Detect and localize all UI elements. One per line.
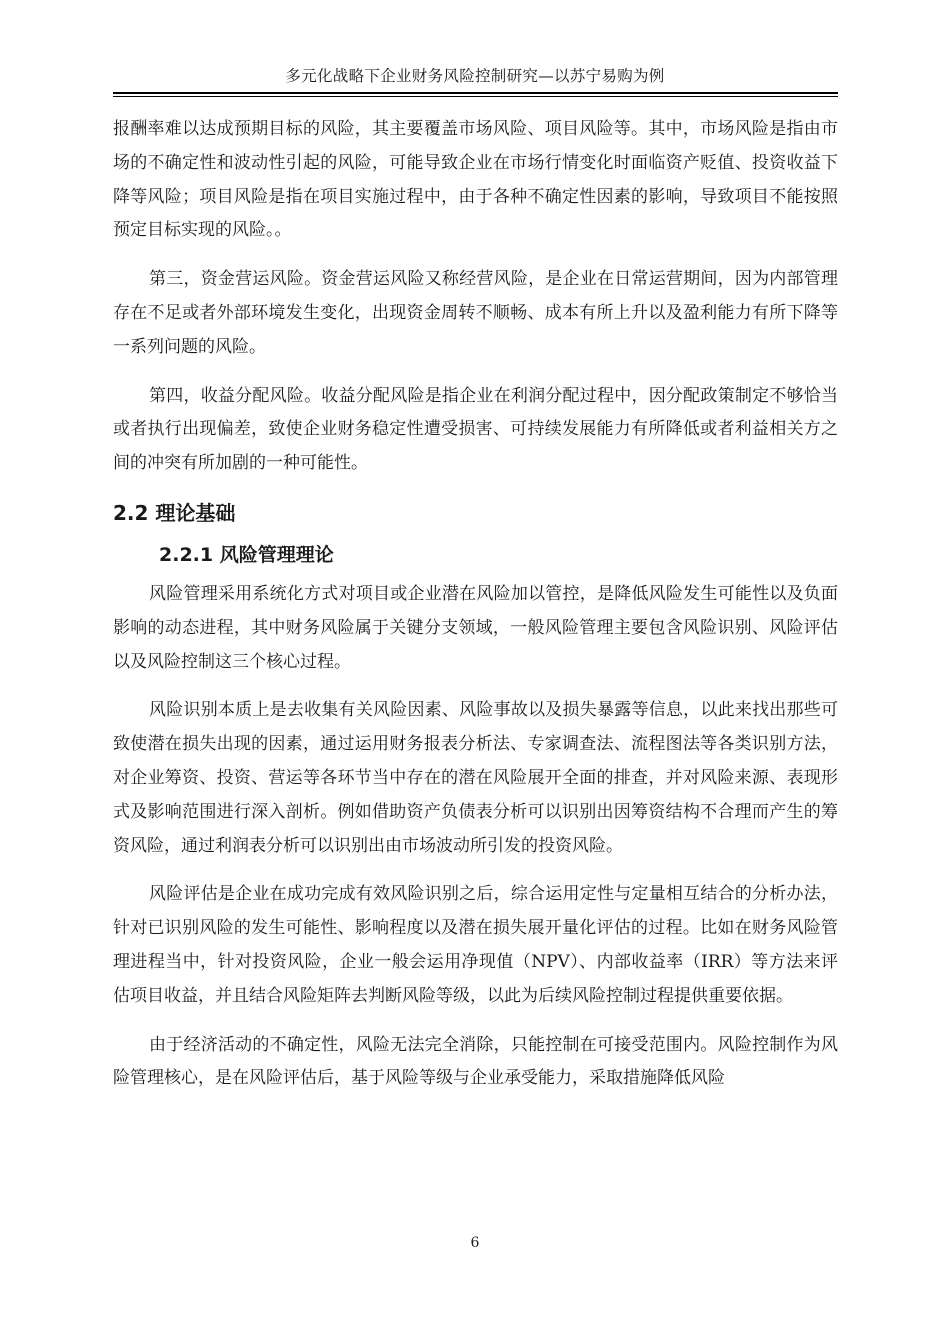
paragraph-income-distribution-risk: 第四，收益分配风险。收益分配风险是指企业在利润分配过程中，因分配政策制定不够恰当或者执行出现偏差，致使企业财务稳定性遭受损害、可持续发展能力有所降低或者利益相关方之间的冲突有所加剧的一种可能性。 [113,385,838,474]
page-number: 6 [470,1235,480,1251]
paragraph-risk-management-intro: 风险管理采用系统化方式对项目或企业潜在风险加以管控，是降低风险发生可能性以及负面影响的动态进程，其中财务风险属于关键分支领域，一般风险管理主要包含风险识别、风险评估以及风险控制这三个核心过程。 [113,583,838,672]
paragraph-risk-control: 由于经济活动的不确定性，风险无法完全消除，只能控制在可接受范围内。风险控制作为风险管理核心，是在风险评估后，基于风险等级与企业承受能力，采取措施降低风险 [113,1034,838,1089]
paragraph-risk-assessment: 风险评估是企业在成功完成有效风险识别之后，综合运用定性与定量相互结合的分析办法，针对已识别风险的发生可能性、影响程度以及潜在损失展开量化评估的过程。比如在财务风险管理进程当中，针对投资风险，企业一般会运用净现值（NPV）、内部收益率（IRR）等方法来评估项目收益，并且结合风险矩阵去判断风险等级，以此为后续风险控制过程提供重要依据。 [113,884,838,1006]
page-body [113,113,838,1096]
paragraph-risk-identification: 风险识别本质上是去收集有关风险因素、风险事故以及损失暴露等信息，以此来找出那些可致使潜在损失出现的因素，通过运用财务报表分析法、专家调查法、流程图法等各类识别方法，对企业筹资、投资、营运等各环节当中存在的潜在风险展开全面的排查，并对风险来源、表现形式及影响范围进行深入剖析。例如借助资产负债表分析可以识别出因筹资结构不合理而产生的筹资风险，通过利润表分析可以识别出由市场波动所引发的投资风险。 [113,700,838,856]
subsection-heading: 2.2.1 风险管理理论 [159,543,334,566]
running-header-title: 多元化战略下企业财务风险控制研究—以苏宁易购为例 [285,67,665,85]
header-rule-thick [113,92,838,94]
section-heading: 2.2 理论基础 [113,500,236,525]
header-rule-thin [113,96,838,97]
paragraph-continuation: 报酬率难以达成预期目标的风险，其主要覆盖市场风险、项目风险等。其中，市场风险是指由市场的不确定性和波动性引起的风险，可能导致企业在市场行情变化时面临资产贬值、投资收益下降等风险；项目风险是指在项目实施过程中，由于各种不确定性因素的影响，导致项目不能按照预定目标实现的风险。。 [113,119,838,241]
paragraph-capital-operation-risk: 第三，资金营运风险。资金营运风险又称经营风险，是企业在日常运营期间，因为内部管理存在不足或者外部环境发生变化，出现资金周转不顺畅、成本有所上升以及盈利能力有所下降等一系列问题的风险。 [113,269,838,357]
